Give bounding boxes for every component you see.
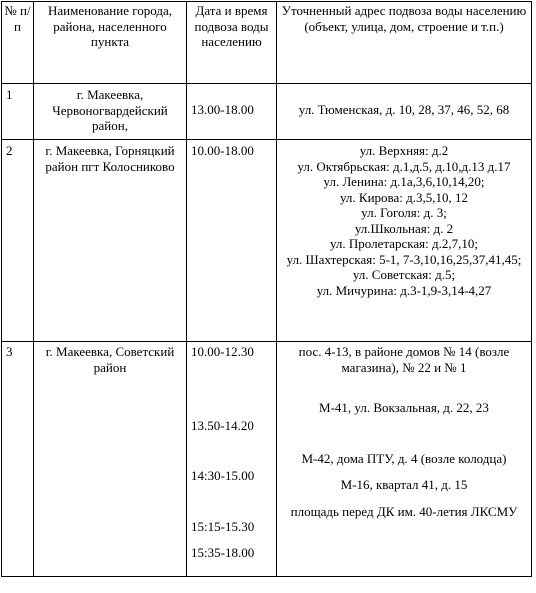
row-num: 2 [2, 140, 34, 342]
row-address: ул. Тюменская, д. 10, 28, 37, 46, 52, 68 [277, 84, 532, 140]
address-line: ул. Пролетарская: д.2,7,10; [330, 236, 478, 251]
address-line: ул. Ленина: д.1а,3,6,10,14,20; [323, 174, 485, 189]
row-address-slots [277, 342, 532, 577]
slot-time: 15:15-15.30 [191, 518, 255, 534]
header-time: Дата и время подвоза воды населению [187, 2, 277, 84]
header-address: Уточненный адрес подвоза воды населению (объект, улица, дом, строение и т.п.) [277, 2, 532, 84]
slot-address: М-42, дома ПТУ, д. 4 (возле колодца) [301, 450, 507, 466]
slot-time: 15:35-18.00 [191, 545, 255, 560]
row-address [277, 140, 532, 342]
row-time-slots [187, 342, 277, 577]
row-num: 1 [2, 84, 34, 140]
address-line: ул. Кирова: д.3,5,10, 12 [339, 189, 468, 205]
table-header-row [2, 2, 532, 84]
row-time: 13.00-18.00 [187, 84, 277, 140]
address-line: ул. Шахтерская: 5-1, 7-3,10,16,25,37,41,45; [286, 251, 522, 267]
slot-time: 14:30-15.00 [191, 468, 255, 483]
address-line: ул. Верхняя: д.2 [359, 143, 449, 158]
header-num: № п/п [2, 2, 34, 84]
address-line: ул. Советская: д.5; [352, 267, 456, 282]
row-num: 3 [2, 342, 34, 577]
row-name: г. Макеевка, Червоногвардейский район, [34, 84, 187, 140]
table-row [2, 84, 532, 140]
slot-address: пос. 4-13, в районе домов № 14 (возле магазина), № 22 и № 1 [298, 344, 510, 375]
slot-address: М-41, ул. Вокзальная, д. 22, 23 [319, 400, 489, 415]
table-row [2, 342, 532, 577]
row-name: г. Макеевка, Советский район [34, 342, 187, 577]
row-name: г. Макеевка, Горняцкий район пгт Колосниково [34, 140, 187, 342]
header-name: Наименование города, района, населенного пункта [34, 2, 187, 84]
slot-time: 10.00-12.30 [191, 344, 254, 359]
address-line: ул. Октябрьская: д.1,д.5, д.10,д.13 д.17 [297, 158, 511, 174]
row-time: 10.00-18.00 [187, 140, 277, 342]
table-row [2, 140, 532, 342]
address-line: ул. Гоголя: д. 3; [361, 205, 447, 220]
water-delivery-table [1, 1, 532, 577]
slot-address: площадь перед ДК им. 40-летия ЛКСМУ [290, 503, 518, 519]
slot-address: М-16, квартал 41, д. 15 [340, 477, 468, 492]
address-line: ул.Школьная: д. 2 [354, 220, 454, 236]
slot-time: 13.50-14.20 [191, 417, 254, 433]
address-line: ул. Мичурина: д.3-1,9-3,14-4,27 [316, 282, 492, 298]
